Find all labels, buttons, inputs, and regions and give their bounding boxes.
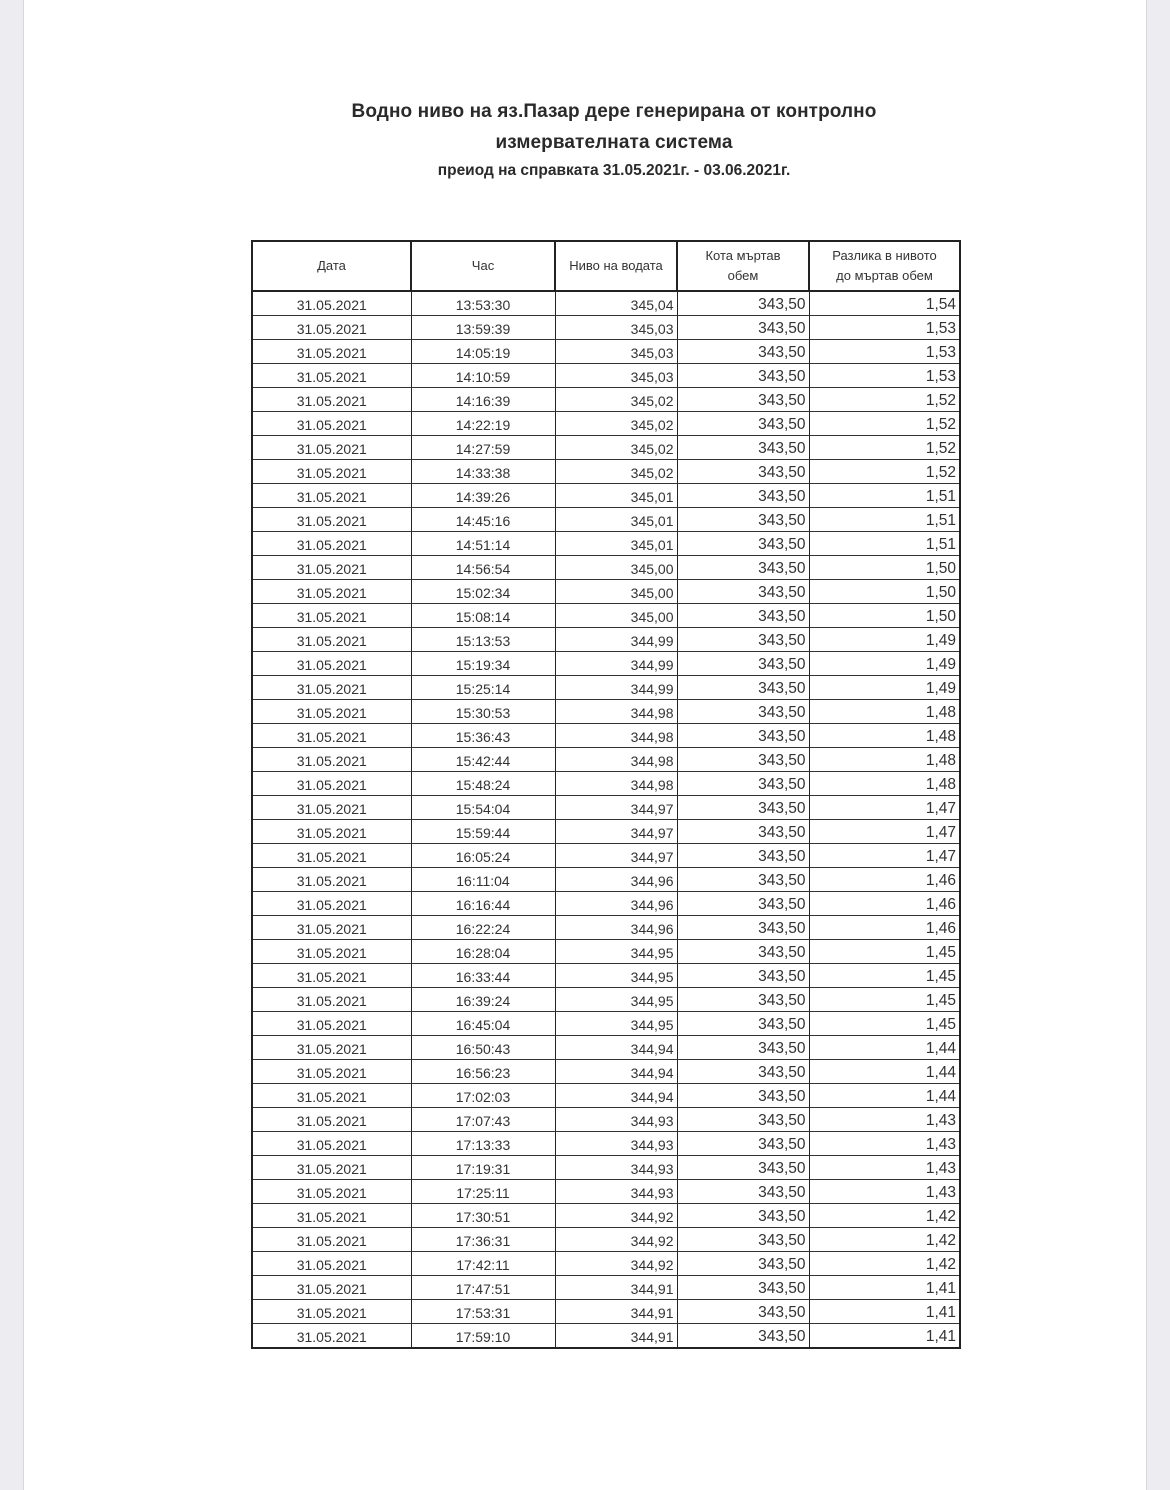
table-row	[252, 988, 960, 1012]
table-row	[252, 820, 960, 844]
cell-time: 16:50:43	[411, 1036, 555, 1060]
cell-water-level: 344,98	[555, 748, 677, 772]
cell-date: 31.05.2021	[252, 1252, 411, 1276]
cell-time: 15:36:43	[411, 724, 555, 748]
cell-water-level: 344,95	[555, 1012, 677, 1036]
table-body	[252, 291, 960, 1348]
cell-water-level: 344,95	[555, 964, 677, 988]
cell-time: 17:30:51	[411, 1204, 555, 1228]
cell-difference: 1,44	[809, 1036, 960, 1060]
cell-water-level: 345,02	[555, 460, 677, 484]
cell-dead-volume: 343,50	[677, 580, 809, 604]
water-level-table	[251, 240, 961, 1349]
cell-time: 14:51:14	[411, 532, 555, 556]
table-row	[252, 916, 960, 940]
cell-difference: 1,42	[809, 1204, 960, 1228]
cell-date: 31.05.2021	[252, 604, 411, 628]
cell-time: 14:22:19	[411, 412, 555, 436]
table-row	[252, 1108, 960, 1132]
cell-water-level: 345,03	[555, 340, 677, 364]
cell-date: 31.05.2021	[252, 628, 411, 652]
cell-date: 31.05.2021	[252, 916, 411, 940]
header-difference	[809, 241, 960, 291]
table-row	[252, 388, 960, 412]
cell-dead-volume: 343,50	[677, 436, 809, 460]
cell-difference: 1,52	[809, 436, 960, 460]
table-row	[252, 340, 960, 364]
cell-date: 31.05.2021	[252, 1228, 411, 1252]
header-water-level: Ниво на водата	[555, 241, 677, 291]
cell-date: 31.05.2021	[252, 388, 411, 412]
cell-dead-volume: 343,50	[677, 1108, 809, 1132]
cell-water-level: 344,94	[555, 1060, 677, 1084]
cell-time: 14:45:16	[411, 508, 555, 532]
cell-time: 16:16:44	[411, 892, 555, 916]
header-dead-volume-line1: Кота мъртав	[705, 248, 781, 263]
cell-date: 31.05.2021	[252, 652, 411, 676]
table-row	[252, 964, 960, 988]
table-row	[252, 628, 960, 652]
cell-water-level: 344,91	[555, 1300, 677, 1324]
cell-difference: 1,52	[809, 460, 960, 484]
cell-water-level: 345,01	[555, 532, 677, 556]
cell-dead-volume: 343,50	[677, 340, 809, 364]
cell-difference: 1,48	[809, 748, 960, 772]
cell-water-level: 344,99	[555, 676, 677, 700]
cell-difference: 1,50	[809, 556, 960, 580]
cell-difference: 1,54	[809, 291, 960, 316]
cell-time: 16:22:24	[411, 916, 555, 940]
cell-water-level: 345,03	[555, 364, 677, 388]
cell-difference: 1,42	[809, 1252, 960, 1276]
table-header-row	[252, 241, 960, 291]
table-row	[252, 1252, 960, 1276]
cell-dead-volume: 343,50	[677, 1036, 809, 1060]
table-row	[252, 460, 960, 484]
cell-date: 31.05.2021	[252, 676, 411, 700]
cell-water-level: 344,96	[555, 892, 677, 916]
cell-date: 31.05.2021	[252, 436, 411, 460]
table-row	[252, 532, 960, 556]
table-row	[252, 1060, 960, 1084]
cell-dead-volume: 343,50	[677, 796, 809, 820]
header-dead-volume	[677, 241, 809, 291]
table-row	[252, 556, 960, 580]
cell-time: 16:33:44	[411, 964, 555, 988]
table-row	[252, 724, 960, 748]
cell-dead-volume: 343,50	[677, 484, 809, 508]
cell-date: 31.05.2021	[252, 1036, 411, 1060]
cell-dead-volume: 343,50	[677, 868, 809, 892]
cell-water-level: 344,91	[555, 1276, 677, 1300]
cell-time: 15:54:04	[411, 796, 555, 820]
cell-difference: 1,48	[809, 772, 960, 796]
cell-time: 17:36:31	[411, 1228, 555, 1252]
cell-date: 31.05.2021	[252, 1204, 411, 1228]
cell-dead-volume: 343,50	[677, 772, 809, 796]
cell-water-level: 345,03	[555, 316, 677, 340]
header-dead-volume-line2: обем	[727, 268, 759, 283]
cell-water-level: 344,94	[555, 1036, 677, 1060]
cell-water-level: 345,00	[555, 604, 677, 628]
cell-water-level: 345,02	[555, 388, 677, 412]
document-title-line2: измервателната система	[495, 132, 733, 153]
table-row	[252, 1012, 960, 1036]
cell-time: 15:48:24	[411, 772, 555, 796]
cell-dead-volume: 343,50	[677, 1132, 809, 1156]
table-row	[252, 700, 960, 724]
cell-difference: 1,48	[809, 724, 960, 748]
table-row	[252, 940, 960, 964]
cell-date: 31.05.2021	[252, 291, 411, 316]
cell-time: 15:42:44	[411, 748, 555, 772]
cell-dead-volume: 343,50	[677, 916, 809, 940]
cell-date: 31.05.2021	[252, 892, 411, 916]
cell-dead-volume: 343,50	[677, 556, 809, 580]
cell-difference: 1,43	[809, 1180, 960, 1204]
cell-date: 31.05.2021	[252, 868, 411, 892]
cell-dead-volume: 343,50	[677, 1204, 809, 1228]
cell-time: 16:11:04	[411, 868, 555, 892]
header-difference-line1: Разлика в нивото	[832, 248, 937, 263]
table-row	[252, 796, 960, 820]
cell-time: 15:19:34	[411, 652, 555, 676]
cell-dead-volume: 343,50	[677, 1324, 809, 1349]
cell-time: 14:10:59	[411, 364, 555, 388]
cell-difference: 1,52	[809, 388, 960, 412]
cell-time: 16:39:24	[411, 988, 555, 1012]
cell-dead-volume: 343,50	[677, 1276, 809, 1300]
cell-difference: 1,43	[809, 1108, 960, 1132]
cell-difference: 1,51	[809, 532, 960, 556]
cell-water-level: 344,94	[555, 1084, 677, 1108]
cell-time: 14:27:59	[411, 436, 555, 460]
table-row	[252, 291, 960, 316]
cell-date: 31.05.2021	[252, 964, 411, 988]
cell-water-level: 344,98	[555, 772, 677, 796]
cell-dead-volume: 343,50	[677, 1300, 809, 1324]
cell-water-level: 344,98	[555, 724, 677, 748]
cell-date: 31.05.2021	[252, 796, 411, 820]
cell-dead-volume: 343,50	[677, 820, 809, 844]
table-row	[252, 844, 960, 868]
table-row	[252, 1036, 960, 1060]
table-row	[252, 364, 960, 388]
cell-date: 31.05.2021	[252, 844, 411, 868]
cell-dead-volume: 343,50	[677, 508, 809, 532]
document-title-line1: Водно ниво на яз.Пазар дере генерирана от контролно	[351, 101, 877, 122]
table-row	[252, 484, 960, 508]
table-row	[252, 1084, 960, 1108]
cell-time: 13:53:30	[411, 291, 555, 316]
cell-dead-volume: 343,50	[677, 724, 809, 748]
cell-date: 31.05.2021	[252, 532, 411, 556]
cell-difference: 1,46	[809, 892, 960, 916]
cell-time: 13:59:39	[411, 316, 555, 340]
cell-time: 15:02:34	[411, 580, 555, 604]
cell-difference: 1,45	[809, 964, 960, 988]
cell-date: 31.05.2021	[252, 364, 411, 388]
table-row	[252, 1204, 960, 1228]
cell-difference: 1,46	[809, 868, 960, 892]
cell-date: 31.05.2021	[252, 1012, 411, 1036]
cell-date: 31.05.2021	[252, 1276, 411, 1300]
cell-time: 17:59:10	[411, 1324, 555, 1349]
cell-dead-volume: 343,50	[677, 1180, 809, 1204]
cell-difference: 1,45	[809, 988, 960, 1012]
cell-time: 16:56:23	[411, 1060, 555, 1084]
cell-difference: 1,48	[809, 700, 960, 724]
cell-date: 31.05.2021	[252, 316, 411, 340]
table-row	[252, 1324, 960, 1349]
cell-time: 17:42:11	[411, 1252, 555, 1276]
cell-dead-volume: 343,50	[677, 1228, 809, 1252]
table-row	[252, 1300, 960, 1324]
table-row	[252, 1228, 960, 1252]
cell-dead-volume: 343,50	[677, 748, 809, 772]
cell-water-level: 345,00	[555, 580, 677, 604]
cell-date: 31.05.2021	[252, 1300, 411, 1324]
table-row	[252, 412, 960, 436]
cell-water-level: 344,96	[555, 916, 677, 940]
cell-difference: 1,51	[809, 484, 960, 508]
cell-difference: 1,41	[809, 1300, 960, 1324]
cell-dead-volume: 343,50	[677, 892, 809, 916]
cell-time: 16:45:04	[411, 1012, 555, 1036]
cell-date: 31.05.2021	[252, 940, 411, 964]
cell-date: 31.05.2021	[252, 508, 411, 532]
cell-difference: 1,41	[809, 1276, 960, 1300]
cell-water-level: 344,93	[555, 1132, 677, 1156]
cell-dead-volume: 343,50	[677, 1060, 809, 1084]
cell-difference: 1,44	[809, 1060, 960, 1084]
cell-dead-volume: 343,50	[677, 604, 809, 628]
cell-water-level: 344,92	[555, 1252, 677, 1276]
cell-dead-volume: 343,50	[677, 940, 809, 964]
cell-dead-volume: 343,50	[677, 388, 809, 412]
cell-time: 17:13:33	[411, 1132, 555, 1156]
cell-dead-volume: 343,50	[677, 1084, 809, 1108]
cell-time: 17:47:51	[411, 1276, 555, 1300]
cell-difference: 1,49	[809, 676, 960, 700]
cell-time: 15:59:44	[411, 820, 555, 844]
table-row	[252, 1132, 960, 1156]
cell-difference: 1,42	[809, 1228, 960, 1252]
cell-dead-volume: 343,50	[677, 964, 809, 988]
cell-water-level: 344,93	[555, 1156, 677, 1180]
cell-difference: 1,49	[809, 652, 960, 676]
cell-date: 31.05.2021	[252, 580, 411, 604]
table-row	[252, 892, 960, 916]
document-header	[24, 96, 1170, 184]
cell-dead-volume: 343,50	[677, 532, 809, 556]
cell-date: 31.05.2021	[252, 1324, 411, 1349]
cell-time: 15:30:53	[411, 700, 555, 724]
cell-water-level: 344,95	[555, 988, 677, 1012]
cell-date: 31.05.2021	[252, 1084, 411, 1108]
cell-date: 31.05.2021	[252, 556, 411, 580]
cell-dead-volume: 343,50	[677, 316, 809, 340]
cell-water-level: 344,99	[555, 628, 677, 652]
cell-time: 17:02:03	[411, 1084, 555, 1108]
table-row	[252, 676, 960, 700]
cell-water-level: 344,91	[555, 1324, 677, 1349]
cell-date: 31.05.2021	[252, 340, 411, 364]
cell-dead-volume: 343,50	[677, 412, 809, 436]
cell-water-level: 344,98	[555, 700, 677, 724]
cell-time: 14:33:38	[411, 460, 555, 484]
cell-date: 31.05.2021	[252, 772, 411, 796]
cell-date: 31.05.2021	[252, 412, 411, 436]
cell-difference: 1,51	[809, 508, 960, 532]
cell-dead-volume: 343,50	[677, 364, 809, 388]
table-row	[252, 1276, 960, 1300]
cell-difference: 1,53	[809, 364, 960, 388]
table-row	[252, 748, 960, 772]
cell-difference: 1,44	[809, 1084, 960, 1108]
table-row	[252, 868, 960, 892]
cell-date: 31.05.2021	[252, 724, 411, 748]
cell-water-level: 344,92	[555, 1228, 677, 1252]
cell-dead-volume: 343,50	[677, 1012, 809, 1036]
cell-difference: 1,50	[809, 604, 960, 628]
cell-date: 31.05.2021	[252, 988, 411, 1012]
cell-water-level: 345,01	[555, 508, 677, 532]
cell-water-level: 344,97	[555, 796, 677, 820]
cell-dead-volume: 343,50	[677, 628, 809, 652]
report-period: преиод на справката 31.05.2021г. - 03.06.2021г.	[437, 162, 791, 179]
cell-date: 31.05.2021	[252, 1108, 411, 1132]
cell-water-level: 344,96	[555, 868, 677, 892]
cell-dead-volume: 343,50	[677, 460, 809, 484]
table-row	[252, 604, 960, 628]
cell-dead-volume: 343,50	[677, 1252, 809, 1276]
cell-dead-volume: 343,50	[677, 700, 809, 724]
cell-difference: 1,43	[809, 1156, 960, 1180]
cell-water-level: 345,02	[555, 436, 677, 460]
cell-time: 17:25:11	[411, 1180, 555, 1204]
cell-dead-volume: 343,50	[677, 1156, 809, 1180]
cell-water-level: 344,92	[555, 1204, 677, 1228]
header-date: Дата	[252, 241, 411, 291]
cell-date: 31.05.2021	[252, 1132, 411, 1156]
cell-difference: 1,47	[809, 844, 960, 868]
cell-water-level: 344,99	[555, 652, 677, 676]
cell-difference: 1,41	[809, 1324, 960, 1349]
header-difference-line2: до мъртав обем	[836, 268, 933, 283]
cell-time: 17:53:31	[411, 1300, 555, 1324]
cell-water-level: 345,02	[555, 412, 677, 436]
table-row	[252, 1156, 960, 1180]
cell-difference: 1,49	[809, 628, 960, 652]
table-row	[252, 580, 960, 604]
cell-time: 15:08:14	[411, 604, 555, 628]
header-time: Час	[411, 241, 555, 291]
cell-date: 31.05.2021	[252, 748, 411, 772]
cell-difference: 1,53	[809, 340, 960, 364]
cell-dead-volume: 343,50	[677, 291, 809, 316]
cell-difference: 1,45	[809, 1012, 960, 1036]
cell-difference: 1,47	[809, 820, 960, 844]
table-row	[252, 772, 960, 796]
cell-water-level: 345,00	[555, 556, 677, 580]
cell-dead-volume: 343,50	[677, 652, 809, 676]
cell-date: 31.05.2021	[252, 484, 411, 508]
cell-water-level: 344,97	[555, 820, 677, 844]
cell-difference: 1,45	[809, 940, 960, 964]
cell-time: 16:28:04	[411, 940, 555, 964]
cell-time: 15:13:53	[411, 628, 555, 652]
cell-water-level: 344,93	[555, 1180, 677, 1204]
cell-time: 15:25:14	[411, 676, 555, 700]
cell-time: 14:16:39	[411, 388, 555, 412]
cell-water-level: 344,97	[555, 844, 677, 868]
cell-dead-volume: 343,50	[677, 844, 809, 868]
cell-difference: 1,46	[809, 916, 960, 940]
cell-time: 14:56:54	[411, 556, 555, 580]
cell-water-level: 344,93	[555, 1108, 677, 1132]
cell-dead-volume: 343,50	[677, 676, 809, 700]
cell-dead-volume: 343,50	[677, 988, 809, 1012]
cell-date: 31.05.2021	[252, 460, 411, 484]
cell-time: 17:07:43	[411, 1108, 555, 1132]
cell-difference: 1,47	[809, 796, 960, 820]
table-row	[252, 1180, 960, 1204]
cell-water-level: 344,95	[555, 940, 677, 964]
table-row	[252, 316, 960, 340]
cell-time: 16:05:24	[411, 844, 555, 868]
cell-time: 14:39:26	[411, 484, 555, 508]
cell-date: 31.05.2021	[252, 1180, 411, 1204]
cell-difference: 1,50	[809, 580, 960, 604]
cell-date: 31.05.2021	[252, 1060, 411, 1084]
cell-water-level: 345,01	[555, 484, 677, 508]
cell-date: 31.05.2021	[252, 700, 411, 724]
cell-time: 17:19:31	[411, 1156, 555, 1180]
table-row	[252, 436, 960, 460]
table-row	[252, 652, 960, 676]
table-row	[252, 508, 960, 532]
cell-water-level: 345,04	[555, 291, 677, 316]
cell-difference: 1,53	[809, 316, 960, 340]
cell-difference: 1,43	[809, 1132, 960, 1156]
cell-difference: 1,52	[809, 412, 960, 436]
cell-date: 31.05.2021	[252, 1156, 411, 1180]
cell-date: 31.05.2021	[252, 820, 411, 844]
cell-time: 14:05:19	[411, 340, 555, 364]
